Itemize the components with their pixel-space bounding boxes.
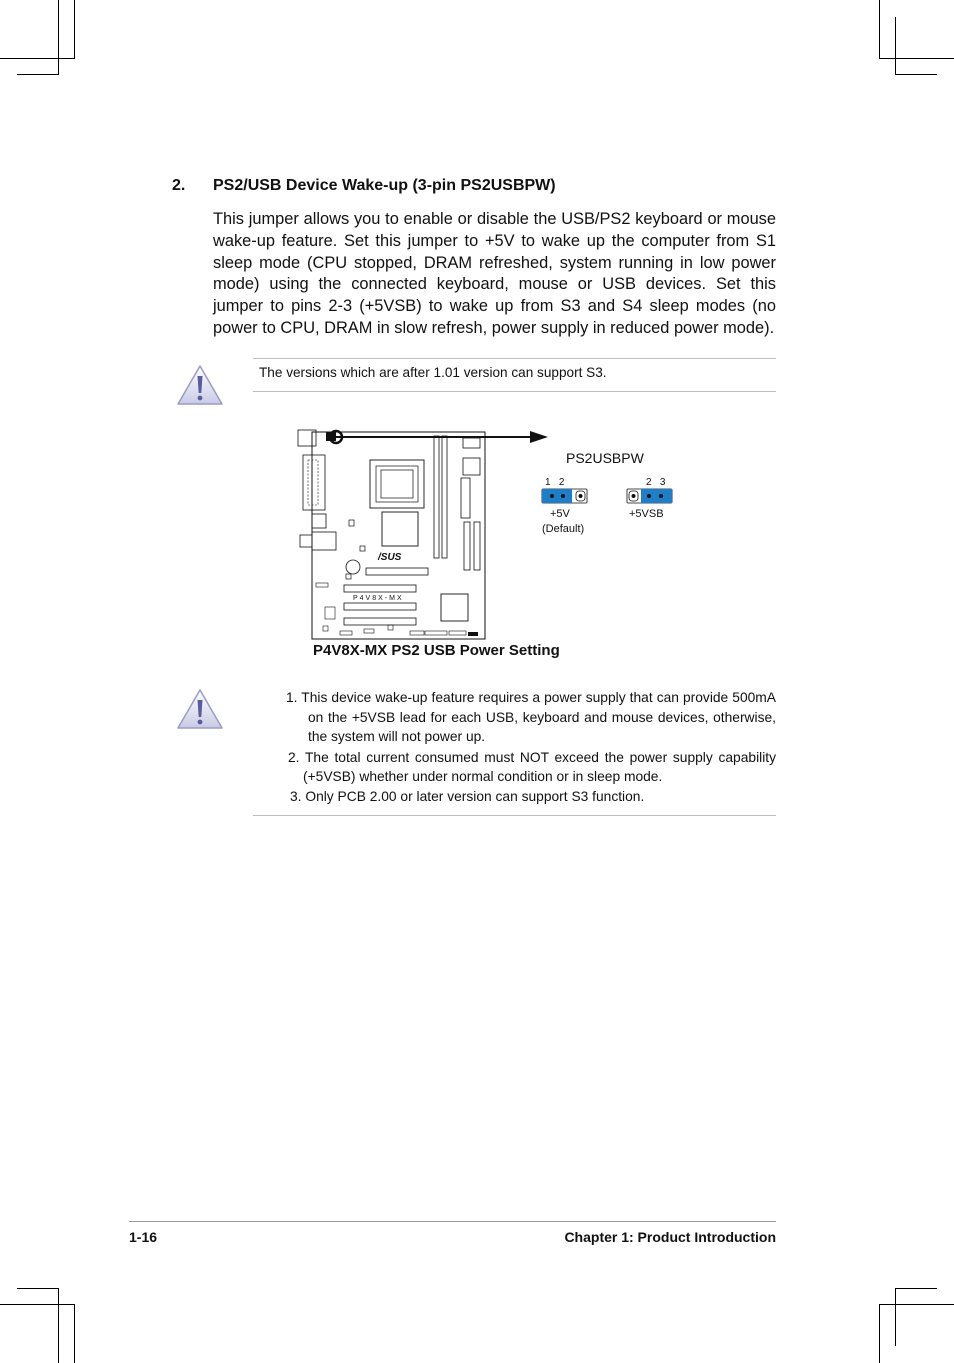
- crop-mark: [879, 1304, 954, 1305]
- section-number: 2.: [172, 177, 186, 194]
- section-body: This jumper allows you to enable or disable the USB/PS2 keyboard or mouse wake-up feature. Set this jumper to +5V to wake up the computer from S1 sleep mode (CPU stopped, DRAM refreshed, system running in low power mode) using the connected keyboard, mouse or USB devices. Set this jumper to pins 2-3 (+5VSB) to wake up from S3 and S4 sleep modes (no power to CPU, DRAM in slow refresh, power supply in reduced power mode).: [213, 210, 776, 337]
- note-divider: [253, 358, 776, 359]
- jumper-a-label: +5V: [550, 508, 570, 520]
- jumper-b-pin-labels: 2 3: [646, 477, 666, 488]
- crop-mark: [0, 1304, 75, 1305]
- crop-mark: [74, 0, 75, 59]
- crop-mark: [879, 0, 880, 59]
- crop-mark: [17, 1288, 59, 1289]
- warning-triangle-icon: [176, 364, 224, 406]
- note-text: The versions which are after 1.01 version can support S3.: [259, 365, 607, 380]
- jumper-b-label: +5VSB: [629, 508, 664, 520]
- board-model-label: P4V8X-MX: [353, 595, 404, 602]
- brand-logo: /SUS: [378, 552, 402, 563]
- note-divider: [253, 815, 776, 816]
- crop-mark: [895, 1288, 896, 1346]
- crop-mark: [879, 1304, 880, 1363]
- crop-mark: [0, 58, 75, 59]
- note-item: 1. This device wake-up feature requires a power supply that can provide 500mA on the +5VSB lead for each USB, keyboard and mouse devices, otherwise, the system will not power up.: [286, 690, 776, 745]
- crop-mark: [74, 1304, 75, 1363]
- page-number: 1-16: [129, 1229, 158, 1245]
- crop-mark: [17, 74, 59, 75]
- footer-divider: [129, 1221, 776, 1222]
- jumper-title: PS2USBPW: [566, 450, 644, 466]
- crop-mark: [58, 1288, 59, 1363]
- jumper-a-sublabel: (Default): [542, 523, 585, 535]
- note-item: 3. Only PCB 2.00 or later version can support S3 function.: [290, 788, 645, 804]
- note-divider: [253, 391, 776, 392]
- chapter-title: Chapter 1: Product Introduction: [564, 1229, 776, 1245]
- crop-mark: [895, 74, 937, 75]
- section-title: PS2/USB Device Wake-up (3-pin PS2USBPW): [213, 177, 556, 194]
- crop-mark: [879, 58, 954, 59]
- crop-mark: [895, 17, 896, 75]
- jumper-a-pin-labels: 1 2: [545, 477, 565, 488]
- note-item: 2. The total current consumed must NOT exceed the power supply capability (+5VSB) whether under normal condition or in sleep mode.: [288, 749, 776, 785]
- figure-caption: P4V8X-MX PS2 USB Power Setting: [313, 642, 560, 659]
- crop-mark: [58, 0, 59, 75]
- section-heading: [172, 177, 776, 195]
- warning-triangle-icon: [176, 688, 224, 730]
- crop-mark: [895, 1288, 937, 1289]
- motherboard-diagram: [290, 420, 690, 645]
- notes-list: [286, 688, 776, 807]
